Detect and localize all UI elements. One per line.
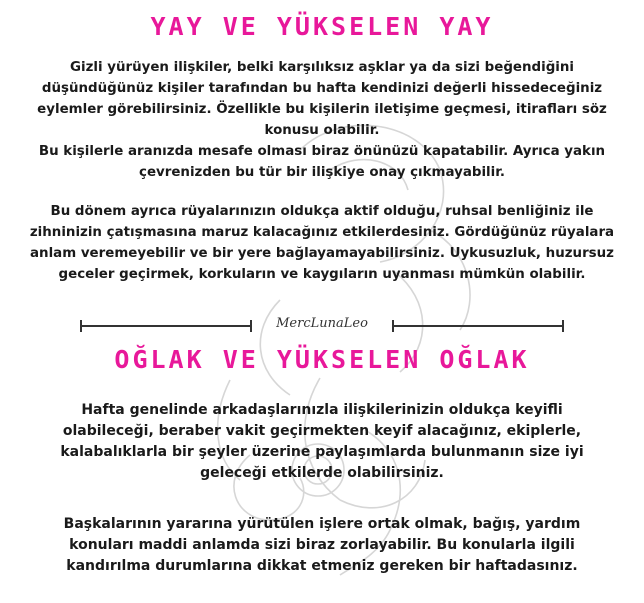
text-line: olabileceği, beraber vakit geçirmekten keyif alacağınız, ekiplerle, (62, 423, 582, 439)
text-line: Başkalarının yararına yürütülen işlere ortak olmak, bağış, yardım (63, 516, 581, 532)
text-line: kandırılma durumlarına dikkat etmeniz gereken bir haftadasınız. (66, 558, 578, 574)
text-line: geleceği etkilerde olabilirsiniz. (200, 465, 444, 481)
text-line: düşündüğünüz kişiler tarafından bu hafta kendinizi değerli hissedeceğiniz (41, 81, 603, 96)
sagittarius-paragraph-1 (24, 57, 620, 183)
author-signature: MercLunaLeo (276, 316, 368, 331)
text-line: eylemler görebilirsiniz. Özellikle bu kişilerin iletişime geçmesi, itirafları söz (37, 102, 607, 117)
text-line: Bu dönem ayrıca rüyalarınızın oldukça aktif olduğu, ruhsal benliğiniz ile (50, 204, 594, 219)
capricorn-paragraph-1 (24, 400, 620, 484)
text-line: geceler geçirmek, korkuların ve kaygıların uyanması mümkün olabilir. (58, 267, 586, 282)
section-divider (0, 314, 644, 338)
text-line: konuları maddi anlamda sizi biraz zorlayabilir. Bu konularla ilgili (69, 537, 575, 553)
divider-rule-left (80, 325, 252, 327)
text-line: Hafta genelinde arkadaşlarınızla ilişkilerinizin oldukça keyifli (81, 402, 563, 418)
text-line: çevrenizden bu tür bir ilişkiye onay çıkmayabilir. (139, 165, 505, 180)
capricorn-paragraph-2 (24, 514, 620, 577)
section-title-capricorn: OĞLAK VE YÜKSELEN OĞLAK (114, 345, 530, 374)
text-line: konusu olabilir. (264, 123, 380, 138)
text-line: zihninizin çatışmasına maruz kalacağınız etkilerdesiniz. Gördüğünüz rüyalara (29, 225, 615, 240)
text-line: Bu kişilerle aranızda mesafe olması biraz önünüzü kapatabilir. Ayrıca yakın (38, 144, 606, 159)
section-title-sagittarius: YAY VE YÜKSELEN YAY (150, 12, 494, 41)
divider-rule-right (392, 325, 564, 327)
text-line: anlam veremeyebilir ve bir yere bağlayamayabilirsiniz. Uykusuzluk, huzursuz (30, 246, 614, 261)
sagittarius-paragraph-2 (24, 201, 620, 285)
text-line: kalabalıklarla bir şeyler üzerine paylaşımlarda bulunmanın size iyi (60, 444, 584, 460)
text-line: Gizli yürüyen ilişkiler, belki karşılıksız aşklar ya da sizi beğendiğini (70, 60, 574, 75)
